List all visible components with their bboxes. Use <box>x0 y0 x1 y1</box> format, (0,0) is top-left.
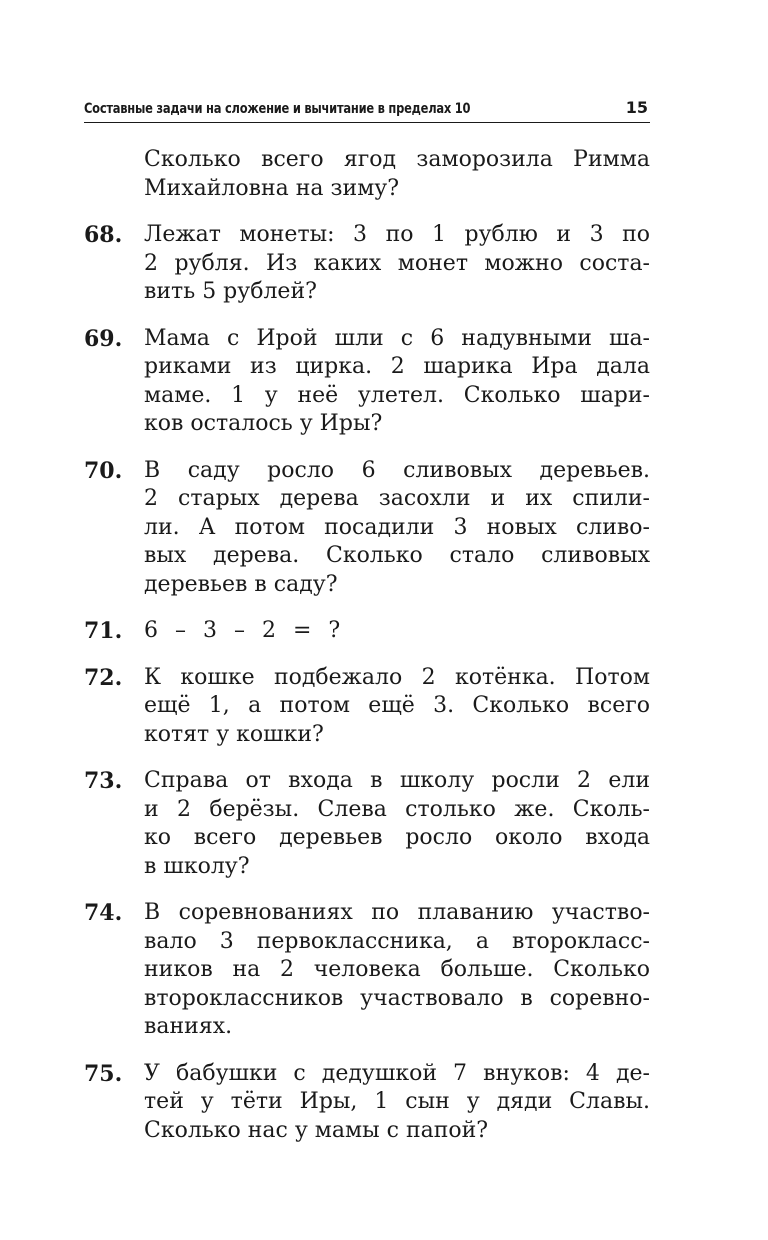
text-line: ко всего деревьев росло около входа <box>144 825 650 850</box>
text-line: ещё 1, а потом ещё 3. Сколько всего <box>144 693 650 718</box>
problem-69 <box>84 325 650 439</box>
text-line: В саду росло 6 сливовых деревьев. <box>144 457 650 483</box>
problem-74 <box>84 899 650 1042</box>
text-line: Мама с Ирой шли с 6 надувными ша- <box>144 325 650 351</box>
text-line: тей у тёти Иры, 1 сын у дяди Славы. <box>144 1089 650 1114</box>
problem-75 <box>84 1060 650 1146</box>
problem-68 <box>84 221 650 307</box>
text-line: вить 5 рублей? <box>144 279 317 304</box>
running-title: Составные задачи на сложение и вычитание в пределах 10 <box>84 101 471 117</box>
text-line: в школу? <box>144 853 250 879</box>
problem-text <box>144 457 650 600</box>
page-content <box>84 146 650 1163</box>
text-line: К кошке подбежало 2 котёнка. Потом <box>144 664 650 690</box>
problem-73 <box>84 767 650 881</box>
problem-number: 75. <box>84 1060 123 1087</box>
continuation-text <box>144 146 650 203</box>
problem-text <box>144 325 650 439</box>
text-line: котят у кошки? <box>144 721 324 747</box>
text-line: ников на 2 человека больше. Сколько <box>144 957 650 982</box>
text-line: Сколько нас у мамы с папой? <box>144 1117 489 1143</box>
text-line: вало 3 первоклассника, а второкласс- <box>144 928 650 954</box>
problem-number: 74. <box>84 900 123 926</box>
text-line: маме. 1 у неё улетел. Сколько шари- <box>144 382 650 408</box>
text-line: Справа от входа в школу росли 2 ели <box>144 768 650 793</box>
text-line: 2 рубля. Из каких монет можно соста- <box>144 250 650 276</box>
text-line: 2 старых дерева засохли и их спили- <box>144 486 650 511</box>
problem-text <box>144 899 650 1042</box>
problem-text <box>144 221 650 307</box>
text-line: ваниях. <box>144 1014 233 1039</box>
text-line: В соревнованиях по плаванию участво- <box>144 900 650 925</box>
problem-number: 70. <box>84 457 123 484</box>
text-line: Михайловна на зиму? <box>144 175 400 201</box>
problem-text <box>144 617 650 646</box>
problem-number: 69. <box>84 325 123 352</box>
text-line: ли. А потом посадили 3 новых сливо- <box>144 514 650 540</box>
problem-text <box>144 767 650 881</box>
page-number: 15 <box>625 98 648 117</box>
problem-number: 72. <box>84 664 123 691</box>
text-line: вых дерева. Сколько стало сливовых <box>144 543 650 568</box>
problem-text <box>144 664 650 750</box>
problem-70 <box>84 457 650 600</box>
problem-number: 73. <box>84 768 123 794</box>
text-line: деревьев в саду? <box>144 571 338 597</box>
page-header <box>84 94 650 123</box>
problem-text <box>144 1060 650 1146</box>
expression-line: 6 – 3 – 2 = ? <box>144 618 341 643</box>
text-line: второклассников участвовало в соревно- <box>144 985 650 1011</box>
text-line: риками из цирка. 2 шарика Ира дала <box>144 354 650 379</box>
problem-71 <box>84 617 650 646</box>
problem-72 <box>84 664 650 750</box>
problem-number: 68. <box>84 222 123 248</box>
text-line: и 2 берёзы. Слева столько же. Сколь- <box>144 796 650 822</box>
text-line: ков осталось у Иры? <box>144 411 383 436</box>
problem-number: 71. <box>84 618 123 644</box>
text-line: У бабушки с дедушкой 7 внуков: 4 де- <box>144 1060 650 1086</box>
text-line: Сколько всего ягод заморозила Римма <box>144 147 650 172</box>
text-line: Лежат монеты: 3 по 1 рублю и 3 по <box>144 222 650 247</box>
